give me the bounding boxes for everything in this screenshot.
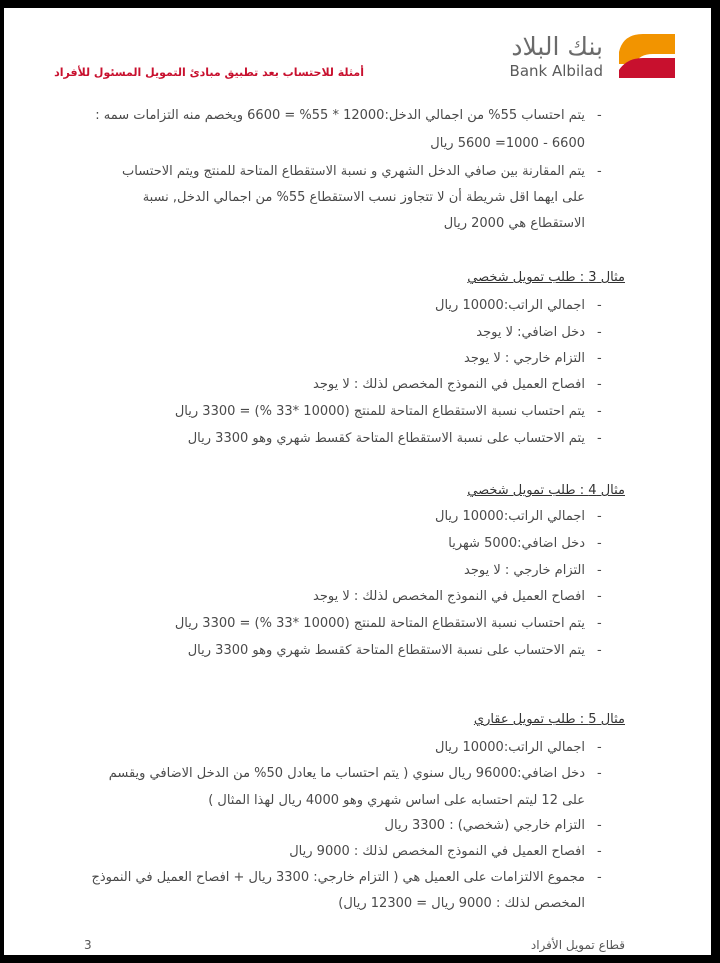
example-5-item-5-line-2: المخصص لذلك : 9000 ريال = 12300 ريال) bbox=[338, 896, 585, 911]
example-3-item: افصاح العميل في النموذج المخصص لذلك : لا يوجد bbox=[313, 377, 585, 392]
example-3-item: يتم احتساب نسبة الاستقطاع المتاحة للمنتج (10000 *33 %) = 3300 ريال bbox=[174, 404, 585, 419]
example-5-heading: مثال 5 : طلب تمويل عقاري bbox=[473, 712, 625, 727]
bullet-marker: - bbox=[597, 431, 602, 446]
bullet-marker: - bbox=[597, 164, 602, 179]
bullet-marker: - bbox=[597, 616, 602, 631]
bullet-marker: - bbox=[597, 643, 602, 658]
example-5-item-4: افصاح العميل في النموذج المخصص لذلك : 9000 ريال bbox=[289, 844, 585, 859]
footer-section-label: قطاع تمويل الأفراد bbox=[530, 938, 625, 952]
example-4-item: افصاح العميل في النموذج المخصص لذلك : لا يوجد bbox=[313, 589, 585, 604]
bullet-marker: - bbox=[597, 589, 602, 604]
bullet-marker: - bbox=[597, 377, 602, 392]
example-5-item-1: اجمالي الراتب:10000 ريال bbox=[435, 740, 585, 755]
page-header-title: أمثلة للاحتساب بعد تطبيق مبادئ التمويل المسئول للأفراد bbox=[54, 66, 364, 79]
intro-item-1-line-2: 6600 - 1000= 5600 ريال bbox=[430, 136, 585, 151]
example-4-heading: مثال 4 : طلب تمويل شخصي bbox=[467, 483, 625, 498]
intro-item-2-line-1: يتم المقارنة بين صافي الدخل الشهري و نسبة الاستقطاع المتاحة للمنتج ويتم الاحتساب bbox=[122, 164, 585, 179]
bullet-marker: - bbox=[597, 844, 602, 859]
example-4-item: دخل اضافي:5000 شهريا bbox=[448, 536, 585, 551]
example-3-item: التزام خارجي : لا يوجد bbox=[464, 351, 585, 366]
bullet-marker: - bbox=[597, 509, 602, 524]
intro-item-1-line-1: يتم احتساب 55% من اجمالي الدخل:12000 * 55% = 6600 ويخصم منه التزامات سمه : bbox=[95, 108, 585, 123]
bullet-marker: - bbox=[597, 870, 602, 885]
page-number: 3 bbox=[84, 938, 92, 952]
bullet-marker: - bbox=[597, 818, 602, 833]
example-3-item: اجمالي الراتب:10000 ريال bbox=[435, 298, 585, 313]
intro-item-2-line-3: الاستقطاع هي 2000 ريال bbox=[443, 216, 585, 231]
intro-item-2-line-2: على ايهما اقل شريطة أن لا تتجاوز نسب الاستقطاع 55% من اجمالي الدخل, نسبة bbox=[142, 190, 585, 205]
example-5-item-2-line-1: دخل اضافي:96000 ريال سنوي ( يتم احتساب ما يعادل 50% من الدخل الاضافي ويقسم bbox=[108, 766, 585, 781]
example-4-item: التزام خارجي : لا يوجد bbox=[464, 563, 585, 578]
bullet-marker: - bbox=[597, 404, 602, 419]
bullet-marker: - bbox=[597, 536, 602, 551]
bullet-marker: - bbox=[597, 298, 602, 313]
example-4-item: يتم احتساب نسبة الاستقطاع المتاحة للمنتج (10000 *33 %) = 3300 ريال bbox=[174, 616, 585, 631]
document-page bbox=[4, 8, 711, 955]
bullet-marker: - bbox=[597, 351, 602, 366]
bullet-marker: - bbox=[597, 108, 602, 123]
logo-arabic-text: بنك البلاد bbox=[511, 32, 603, 61]
logo-english-text: Bank Albilad bbox=[509, 62, 603, 80]
bullet-marker: - bbox=[597, 740, 602, 755]
example-3-item: دخل اضافي: لا يوجد bbox=[476, 325, 585, 340]
bullet-marker: - bbox=[597, 766, 602, 781]
bullet-marker: - bbox=[597, 325, 602, 340]
example-5-item-2-line-2: على 12 ليتم احتسابه على اساس شهري وهو 4000 ريال لهذا المثال ) bbox=[208, 793, 585, 808]
example-5-item-5-line-1: مجموع الالتزامات على العميل هي ( التزام خارجي: 3300 ريال + افصاح العميل في النموذج bbox=[91, 870, 585, 885]
example-3-item: يتم الاحتساب على نسبة الاستقطاع المتاحة كقسط شهري وهو 3300 ريال bbox=[187, 431, 585, 446]
example-4-item: اجمالي الراتب:10000 ريال bbox=[435, 509, 585, 524]
bullet-marker: - bbox=[597, 563, 602, 578]
example-5-item-3: التزام خارجي (شخصي) : 3300 ريال bbox=[384, 818, 585, 833]
document-body bbox=[4, 8, 711, 955]
example-4-item: يتم الاحتساب على نسبة الاستقطاع المتاحة كقسط شهري وهو 3300 ريال bbox=[187, 643, 585, 658]
example-3-heading: مثال 3 : طلب تمويل شخصي bbox=[467, 270, 625, 285]
